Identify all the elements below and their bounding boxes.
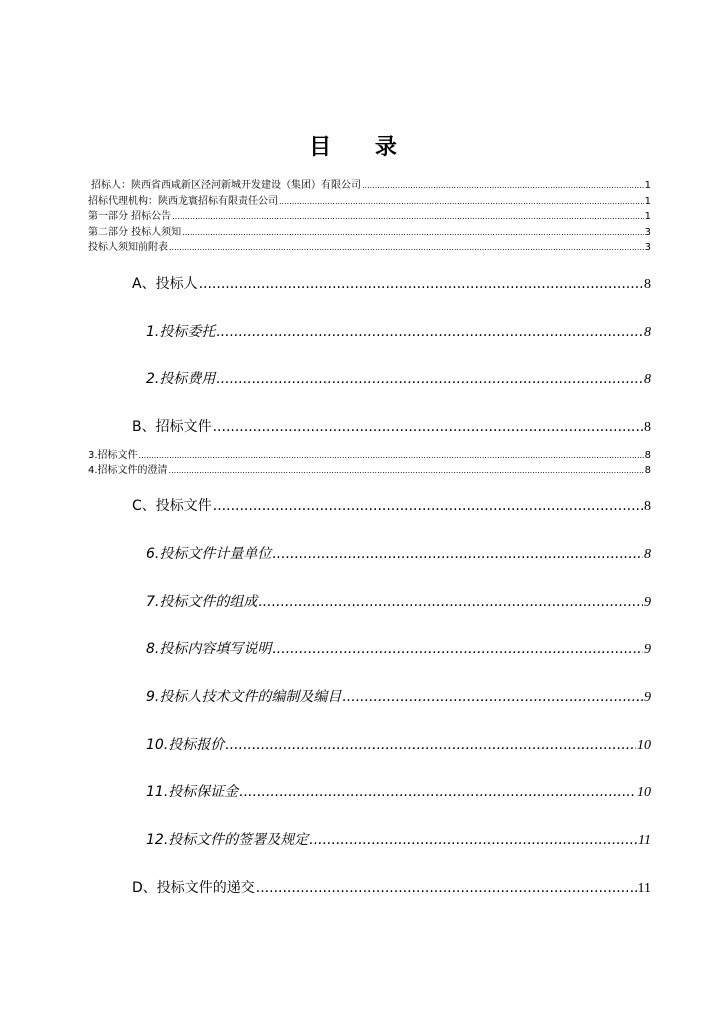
toc-entry-text: 招标代理机构：陕西龙寰招标有限责任公司: [88, 196, 278, 206]
dot-leader: [342, 689, 643, 705]
toc-entry[interactable]: [88, 461, 651, 475]
toc-entry-page: 1: [644, 211, 651, 221]
toc-entry[interactable]: [132, 877, 651, 897]
dot-leader: [213, 419, 643, 435]
toc-entry-page: 1: [644, 180, 651, 190]
toc-entry-text: B、招标文件: [132, 419, 212, 435]
toc-entry[interactable]: [91, 176, 651, 190]
dot-leader: [213, 498, 643, 514]
dot-leader: [279, 197, 644, 206]
toc-entry-page: 10: [637, 785, 651, 800]
toc-entry-page: 9: [644, 690, 651, 705]
toc-entry-text: 6.投标文件计量单位: [146, 546, 272, 562]
toc-entry-text: 4.招标文件的澄清: [88, 465, 168, 475]
dot-leader: [362, 181, 644, 190]
toc-entry-text: C、投标文件: [132, 498, 212, 514]
dot-leader: [169, 466, 644, 475]
toc-entry[interactable]: [88, 207, 651, 221]
toc-entry-page: 1: [644, 196, 651, 206]
toc-entry-page: 9: [644, 595, 651, 610]
toc-entry-text: 10.投标报价: [146, 737, 225, 753]
toc-entry-text: D、投标文件的递交: [132, 880, 255, 896]
toc-entry[interactable]: [146, 829, 651, 849]
toc-entry[interactable]: [88, 238, 651, 252]
toc-entry-page: 9: [644, 642, 651, 657]
toc-entry-page: 11: [637, 881, 651, 896]
toc-entry[interactable]: [88, 446, 651, 460]
toc-entry[interactable]: [146, 781, 651, 801]
toc-entry-page: 11: [638, 833, 651, 848]
toc-entry-page: 8: [644, 450, 651, 460]
toc-entry[interactable]: [146, 368, 651, 388]
toc-entry-text: 1.投标委托: [146, 324, 216, 340]
dot-leader: [309, 832, 637, 848]
toc-entry-page: 8: [644, 372, 651, 387]
dot-leader: [225, 737, 636, 753]
dot-leader: [169, 243, 644, 252]
toc-entry-text: 8.投标内容填写说明: [146, 641, 272, 657]
toc-entry-text: 招标人：陕西省西咸新区泾河新城开发建设（集团）有限公司: [91, 180, 361, 190]
toc-entry[interactable]: [146, 543, 651, 563]
dot-leader: [216, 371, 643, 387]
toc-entry-text: A、投标人: [132, 276, 198, 292]
page-title: 目 录: [309, 135, 415, 160]
toc-entry-page: 3: [644, 227, 651, 237]
toc-entry[interactable]: [146, 321, 651, 341]
toc-entry-text: 第一部分 招标公告: [88, 211, 172, 221]
dot-leader: [256, 880, 637, 896]
toc-entry-text: 3.招标文件: [88, 450, 138, 460]
toc-entry[interactable]: [88, 192, 651, 206]
toc-entry-page: 8: [644, 420, 651, 435]
toc-entry-page: 3: [644, 242, 651, 252]
toc-entry[interactable]: [132, 416, 651, 436]
toc-entry-text: 12.投标文件的签署及规定: [146, 832, 309, 848]
toc-entry-page: 8: [644, 325, 651, 340]
dot-leader: [239, 784, 636, 800]
toc-entry-page: 10: [637, 738, 651, 753]
dot-leader: [258, 594, 643, 610]
toc-entry-page: 8: [644, 499, 651, 514]
toc-entry-text: 第二部分 投标人须知: [88, 227, 182, 237]
dot-leader: [272, 641, 643, 657]
toc-entry[interactable]: [132, 495, 651, 515]
toc-entry-page: 8: [644, 277, 651, 292]
dot-leader: [139, 451, 644, 460]
toc-entry-text: 7.投标文件的组成: [146, 594, 258, 610]
toc-entry-text: 9.投标人技术文件的编制及编目: [146, 689, 342, 705]
toc-entry[interactable]: [132, 273, 651, 293]
toc-entry[interactable]: [88, 223, 651, 237]
toc-entry-page: 8: [644, 465, 651, 475]
dot-leader: [172, 212, 643, 221]
dot-leader: [216, 324, 643, 340]
toc-entry-text: 11.投标保证金: [146, 784, 239, 800]
toc-entry-text: 投标人须知前附表: [88, 242, 168, 252]
dot-leader: [199, 276, 643, 292]
toc-entry[interactable]: [146, 591, 651, 611]
toc-entry[interactable]: [146, 734, 651, 754]
toc-entry[interactable]: [146, 686, 651, 706]
toc-entry-text: 2.投标费用: [146, 371, 216, 387]
toc-entry[interactable]: [146, 638, 651, 658]
toc-entry-page: 8: [644, 547, 651, 562]
dot-leader: [272, 546, 643, 562]
dot-leader: [182, 228, 643, 237]
